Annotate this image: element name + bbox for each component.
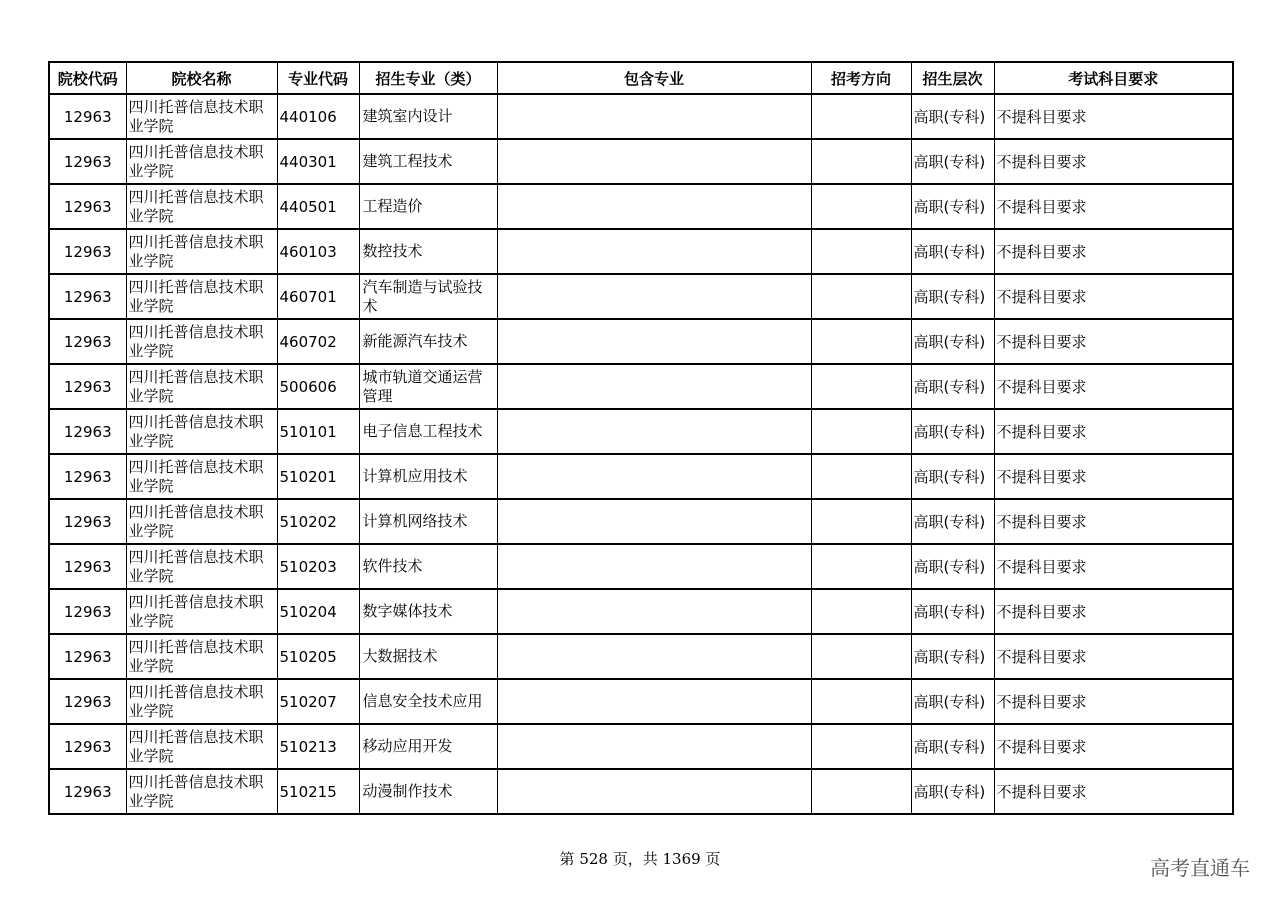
major-code-cell: 510203 <box>277 544 359 589</box>
school-code-cell: 12963 <box>49 229 126 274</box>
direction-cell <box>811 544 911 589</box>
direction-cell <box>811 769 911 814</box>
direction-cell <box>811 229 911 274</box>
requirement-cell: 不提科目要求 <box>994 364 1233 409</box>
requirement-cell: 不提科目要求 <box>994 544 1233 589</box>
table-row <box>49 454 1233 499</box>
major-code-cell: 510213 <box>277 724 359 769</box>
major-code-cell: 510201 <box>277 454 359 499</box>
school-name-cell: 四川托普信息技术职业学院 <box>126 679 277 724</box>
school-name-cell: 四川托普信息技术职业学院 <box>126 544 277 589</box>
table-row <box>49 274 1233 319</box>
included-majors-cell <box>497 139 811 184</box>
school-code-cell: 12963 <box>49 409 126 454</box>
direction-cell <box>811 274 911 319</box>
school-name-cell: 四川托普信息技术职业学院 <box>126 139 277 184</box>
school-code-cell: 12963 <box>49 769 126 814</box>
column-header: 包含专业 <box>497 62 811 94</box>
major-cell: 动漫制作技术 <box>359 769 497 814</box>
table-row <box>49 679 1233 724</box>
major-cell: 数控技术 <box>359 229 497 274</box>
direction-cell <box>811 184 911 229</box>
level-cell: 高职(专科) <box>911 139 994 184</box>
requirement-cell: 不提科目要求 <box>994 184 1233 229</box>
major-cell: 汽车制造与试验技术 <box>359 274 497 319</box>
school-name-cell: 四川托普信息技术职业学院 <box>126 454 277 499</box>
column-header: 招生专业（类） <box>359 62 497 94</box>
level-cell: 高职(专科) <box>911 94 994 139</box>
table-row <box>49 769 1233 814</box>
table-body <box>49 94 1233 814</box>
direction-cell <box>811 679 911 724</box>
table-row <box>49 184 1233 229</box>
level-cell: 高职(专科) <box>911 679 994 724</box>
major-code-cell: 440106 <box>277 94 359 139</box>
direction-cell <box>811 319 911 364</box>
major-cell: 数字媒体技术 <box>359 589 497 634</box>
included-majors-cell <box>497 184 811 229</box>
direction-cell <box>811 364 911 409</box>
major-cell: 新能源汽车技术 <box>359 319 497 364</box>
major-code-cell: 460701 <box>277 274 359 319</box>
major-cell: 移动应用开发 <box>359 724 497 769</box>
table-row <box>49 724 1233 769</box>
table-row <box>49 634 1233 679</box>
table-row <box>49 319 1233 364</box>
school-name-cell: 四川托普信息技术职业学院 <box>126 634 277 679</box>
requirement-cell: 不提科目要求 <box>994 589 1233 634</box>
included-majors-cell <box>497 634 811 679</box>
school-code-cell: 12963 <box>49 499 126 544</box>
school-name-cell: 四川托普信息技术职业学院 <box>126 589 277 634</box>
major-code-cell: 440501 <box>277 184 359 229</box>
school-name-cell: 四川托普信息技术职业学院 <box>126 769 277 814</box>
level-cell: 高职(专科) <box>911 454 994 499</box>
level-cell: 高职(专科) <box>911 229 994 274</box>
column-header: 专业代码 <box>277 62 359 94</box>
level-cell: 高职(专科) <box>911 409 994 454</box>
requirement-cell: 不提科目要求 <box>994 409 1233 454</box>
major-code-cell: 510207 <box>277 679 359 724</box>
school-code-cell: 12963 <box>49 319 126 364</box>
level-cell: 高职(专科) <box>911 499 994 544</box>
included-majors-cell <box>497 274 811 319</box>
major-code-cell: 510204 <box>277 589 359 634</box>
school-name-cell: 四川托普信息技术职业学院 <box>126 409 277 454</box>
major-cell: 城市轨道交通运营管理 <box>359 364 497 409</box>
major-code-cell: 510101 <box>277 409 359 454</box>
school-code-cell: 12963 <box>49 274 126 319</box>
major-code-cell: 460103 <box>277 229 359 274</box>
requirement-cell: 不提科目要求 <box>994 454 1233 499</box>
major-cell: 工程造价 <box>359 184 497 229</box>
included-majors-cell <box>497 94 811 139</box>
included-majors-cell <box>497 364 811 409</box>
direction-cell <box>811 409 911 454</box>
level-cell: 高职(专科) <box>911 364 994 409</box>
school-code-cell: 12963 <box>49 184 126 229</box>
school-name-cell: 四川托普信息技术职业学院 <box>126 274 277 319</box>
school-code-cell: 12963 <box>49 589 126 634</box>
included-majors-cell <box>497 454 811 499</box>
included-majors-cell <box>497 229 811 274</box>
requirement-cell: 不提科目要求 <box>994 94 1233 139</box>
school-name-cell: 四川托普信息技术职业学院 <box>126 724 277 769</box>
major-cell: 建筑工程技术 <box>359 139 497 184</box>
school-name-cell: 四川托普信息技术职业学院 <box>126 364 277 409</box>
table-row <box>49 94 1233 139</box>
school-name-cell: 四川托普信息技术职业学院 <box>126 94 277 139</box>
school-name-cell: 四川托普信息技术职业学院 <box>126 319 277 364</box>
major-code-cell: 500606 <box>277 364 359 409</box>
school-code-cell: 12963 <box>49 679 126 724</box>
column-header: 院校名称 <box>126 62 277 94</box>
level-cell: 高职(专科) <box>911 769 994 814</box>
direction-cell <box>811 94 911 139</box>
included-majors-cell <box>497 724 811 769</box>
major-code-cell: 460702 <box>277 319 359 364</box>
major-code-cell: 510215 <box>277 769 359 814</box>
level-cell: 高职(专科) <box>911 589 994 634</box>
table-row <box>49 139 1233 184</box>
included-majors-cell <box>497 769 811 814</box>
column-header: 招考方向 <box>811 62 911 94</box>
school-code-cell: 12963 <box>49 544 126 589</box>
major-cell: 软件技术 <box>359 544 497 589</box>
direction-cell <box>811 589 911 634</box>
column-header: 招生层次 <box>911 62 994 94</box>
column-header: 考试科目要求 <box>994 62 1233 94</box>
school-code-cell: 12963 <box>49 634 126 679</box>
included-majors-cell <box>497 319 811 364</box>
admissions-table <box>48 61 1234 815</box>
level-cell: 高职(专科) <box>911 544 994 589</box>
requirement-cell: 不提科目要求 <box>994 499 1233 544</box>
table-row <box>49 229 1233 274</box>
major-cell: 计算机应用技术 <box>359 454 497 499</box>
school-code-cell: 12963 <box>49 724 126 769</box>
table-row <box>49 499 1233 544</box>
level-cell: 高职(专科) <box>911 274 994 319</box>
level-cell: 高职(专科) <box>911 184 994 229</box>
major-cell: 大数据技术 <box>359 634 497 679</box>
major-cell: 建筑室内设计 <box>359 94 497 139</box>
included-majors-cell <box>497 544 811 589</box>
major-cell: 电子信息工程技术 <box>359 409 497 454</box>
requirement-cell: 不提科目要求 <box>994 724 1233 769</box>
table-row <box>49 364 1233 409</box>
included-majors-cell <box>497 679 811 724</box>
level-cell: 高职(专科) <box>911 319 994 364</box>
included-majors-cell <box>497 409 811 454</box>
school-name-cell: 四川托普信息技术职业学院 <box>126 184 277 229</box>
school-code-cell: 12963 <box>49 454 126 499</box>
requirement-cell: 不提科目要求 <box>994 139 1233 184</box>
school-name-cell: 四川托普信息技术职业学院 <box>126 229 277 274</box>
requirement-cell: 不提科目要求 <box>994 679 1233 724</box>
table-row <box>49 589 1233 634</box>
school-code-cell: 12963 <box>49 364 126 409</box>
column-header: 院校代码 <box>49 62 126 94</box>
major-cell: 信息安全技术应用 <box>359 679 497 724</box>
major-cell: 计算机网络技术 <box>359 499 497 544</box>
watermark-text: 高考直通车 <box>1150 856 1250 880</box>
major-code-cell: 510202 <box>277 499 359 544</box>
direction-cell <box>811 634 911 679</box>
table-row <box>49 409 1233 454</box>
school-name-cell: 四川托普信息技术职业学院 <box>126 499 277 544</box>
level-cell: 高职(专科) <box>911 634 994 679</box>
table-header-row <box>49 62 1233 94</box>
direction-cell <box>811 499 911 544</box>
level-cell: 高职(专科) <box>911 724 994 769</box>
direction-cell <box>811 139 911 184</box>
school-code-cell: 12963 <box>49 94 126 139</box>
school-code-cell: 12963 <box>49 139 126 184</box>
included-majors-cell <box>497 589 811 634</box>
table-row <box>49 544 1233 589</box>
requirement-cell: 不提科目要求 <box>994 769 1233 814</box>
major-code-cell: 440301 <box>277 139 359 184</box>
included-majors-cell <box>497 499 811 544</box>
direction-cell <box>811 724 911 769</box>
requirement-cell: 不提科目要求 <box>994 319 1233 364</box>
major-code-cell: 510205 <box>277 634 359 679</box>
requirement-cell: 不提科目要求 <box>994 274 1233 319</box>
requirement-cell: 不提科目要求 <box>994 634 1233 679</box>
page-number: 第 528 页，共 1369 页 <box>559 850 721 868</box>
direction-cell <box>811 454 911 499</box>
requirement-cell: 不提科目要求 <box>994 229 1233 274</box>
